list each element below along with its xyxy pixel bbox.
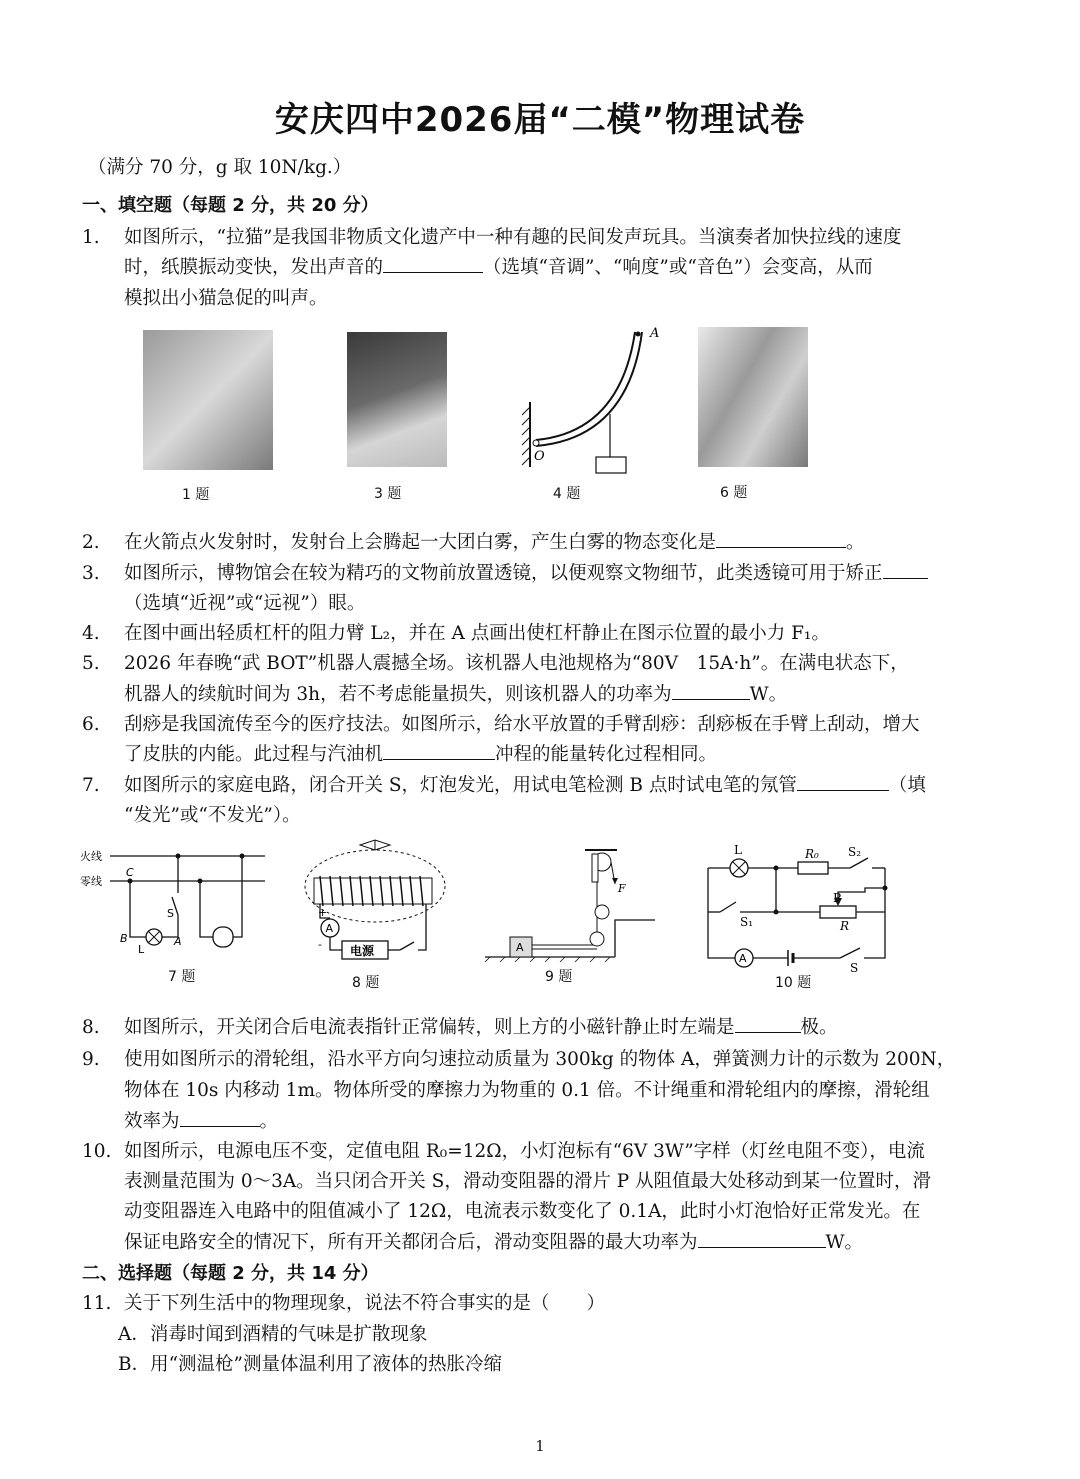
question-text: （填 — [888, 775, 926, 796]
question-text: 效率为 — [124, 1111, 180, 1132]
answer-blank[interactable] — [883, 560, 928, 579]
answer-blank[interactable] — [672, 681, 750, 700]
question-2 — [82, 529, 865, 557]
section-fill-blank-heading: 一、填空题（每题 2 分，共 20 分） — [82, 195, 379, 216]
question-6-line-1 — [82, 711, 920, 739]
question-text: 如图所示，“拉猫”是我国非物质文化遗产中一种有趣的民间发声玩具。当演奏者加快拉线的速度 — [124, 227, 902, 248]
live-wire-label: 火线 — [80, 850, 102, 863]
exam-title: 安庆四中2026届“二模”物理试卷 — [274, 100, 806, 140]
question-5-line-2 — [124, 681, 787, 709]
force-f-label: F — [618, 882, 626, 895]
question-number: 8. — [82, 1017, 100, 1038]
question-4 — [82, 620, 830, 648]
question-number: 2. — [82, 532, 100, 553]
question-text: 极。 — [800, 1017, 838, 1038]
answer-blank[interactable] — [383, 254, 483, 273]
question-text: 机器人的续航时间为 3h，若不考虑能量损失，则该机器人的功率为 — [124, 684, 672, 705]
answer-blank[interactable] — [383, 741, 495, 760]
question-number: 10. — [82, 1141, 112, 1162]
question-9-line-3 — [124, 1108, 278, 1136]
question-number: 3. — [82, 563, 100, 584]
question-text: 冲程的能量转化过程相同。 — [495, 744, 718, 765]
question-6-line-2 — [124, 741, 717, 769]
figure-4-lever-diagram — [510, 322, 660, 477]
question-3-line-2: （选填“近视”或“远视”）眼。 — [124, 593, 366, 614]
score-note: （满分 70 分，g 取 10N/kg.） — [88, 157, 352, 178]
option-a[interactable]: A．消毒时闻到酒精的气味是扩散现象 — [118, 1324, 428, 1345]
question-number: 9. — [82, 1049, 100, 1070]
switch-s1-label: S₁ — [740, 915, 754, 929]
question-text: 如图所示，博物馆会在较为精巧的文物前放置透镜，以便观察文物细节，此类透镜可用于矫正 — [124, 563, 883, 584]
neutral-wire-label: 零线 — [80, 875, 102, 888]
point-b-label: B — [120, 932, 128, 945]
question-text: 关于下列生活中的物理现象，说法不符合事实的是（ ） — [124, 1293, 606, 1314]
option-b[interactable]: B．用“测温枪”测量体温利用了液体的热胀冷缩 — [118, 1354, 503, 1375]
question-text: W。 — [825, 1232, 864, 1253]
answer-blank[interactable] — [716, 529, 846, 548]
question-text: 保证电路安全的情况下，所有开关都闭合后，滑动变阻器的最大功率为 — [124, 1232, 698, 1253]
switch-s2-label: S₂ — [848, 845, 862, 859]
point-o-label: O — [534, 449, 545, 464]
question-7-line-2: “发光”或“不发光”）。 — [124, 805, 301, 826]
question-text: 时，纸膜振动变快，发出声音的 — [124, 257, 384, 278]
question-9-line-1 — [82, 1046, 955, 1074]
lamp-l-label: L — [734, 843, 742, 857]
answer-blank[interactable] — [180, 1108, 260, 1127]
question-number: 4. — [82, 623, 100, 644]
ammeter-label: A — [739, 952, 747, 965]
answer-blank[interactable] — [797, 772, 889, 791]
minus-label: - — [318, 938, 322, 951]
question-text: 如图所示，开关闭合后电流表指针正常偏转，则上方的小磁针静止时左端是 — [124, 1017, 735, 1038]
point-a-label: A — [650, 326, 660, 341]
figure-3-photo — [347, 332, 447, 467]
question-text: 。 — [846, 532, 865, 553]
section-choice-heading: 二、选择题（每题 2 分，共 14 分） — [82, 1263, 379, 1284]
block-a-label: A — [516, 941, 524, 954]
question-text: 了皮肤的内能。此过程与汽油机 — [124, 744, 384, 765]
resistor-r0-label: R₀ — [805, 847, 819, 861]
figure-8-caption: 8 题 — [352, 975, 380, 991]
lamp-l-label: L — [138, 943, 145, 955]
question-9-line-2: 物体在 10s 内移动 1m。物体所受的摩擦力为物重的 0.1 倍。不计绳重和滑轮组内的摩擦，滑轮组 — [124, 1080, 930, 1101]
question-10-line-1 — [82, 1138, 925, 1166]
question-10-line-4 — [124, 1229, 863, 1257]
ammeter-label: A — [325, 922, 334, 935]
question-text: 刮痧是我国流传至今的医疗技法。如图所示，给水平放置的手臂刮痧：刮痧板在手臂上刮动，增大 — [124, 714, 920, 735]
question-text: 。 — [259, 1111, 279, 1132]
point-a-label: A — [174, 935, 182, 948]
question-text: 如图所示的家庭电路，闭合开关 S，灯泡发光，用试电笔检测 B 点时试电笔的氖管 — [124, 775, 797, 796]
page-number: 1 — [535, 1437, 545, 1455]
power-source-label: 电源 — [350, 944, 375, 958]
figure-9-pulley — [485, 842, 665, 967]
figure-1-caption: 1 题 — [182, 487, 210, 503]
switch-s-label: S — [850, 961, 859, 975]
question-number: 1. — [82, 227, 100, 248]
rheostat-r-label: R — [840, 919, 850, 933]
question-5-line-1 — [82, 650, 909, 678]
figure-7-caption: 7 题 — [168, 969, 196, 985]
question-8 — [82, 1014, 838, 1042]
figure-8-solenoid — [300, 838, 450, 968]
switch-s-label: S — [167, 907, 174, 920]
question-text: 在火箭点火发射时，发射台上会腾起一大团白雾，产生白雾的物态变化是 — [124, 532, 717, 553]
question-11 — [82, 1290, 605, 1318]
question-7-line-1 — [82, 772, 926, 800]
plus-label: + — [318, 906, 328, 919]
figure-3-caption: 3 题 — [374, 486, 402, 502]
question-text: 如图所示，电源电压不变，定值电阻 R₀=12Ω，小灯泡标有“6V 3W”字样（灯丝电阻不变），电流 — [124, 1141, 925, 1162]
answer-blank[interactable] — [735, 1014, 801, 1033]
question-number: 11. — [82, 1293, 112, 1314]
figure-7-circuit — [80, 845, 270, 955]
figure-6-photo — [698, 327, 808, 467]
question-text: 使用如图所示的滑轮组，沿水平方向匀速拉动质量为 300kg 的物体 A，弹簧测力计的示数为 200N， — [124, 1049, 956, 1070]
question-text: W。 — [749, 684, 788, 705]
question-1-line-3: 模拟出小猫急促的叫声。 — [124, 288, 328, 309]
question-10-line-2: 表测量范围为 0～3A。当只闭合开关 S，滑动变阻器的滑片 P 从阻值最大处移动到某一位置时，滑 — [124, 1171, 932, 1192]
answer-blank[interactable] — [698, 1229, 826, 1248]
question-1-line-1 — [82, 224, 901, 252]
figure-9-caption: 9 题 — [545, 969, 573, 985]
question-1-line-2 — [124, 254, 873, 282]
question-text: （选填“音调”、“响度”或“音色”）会变高，从而 — [483, 257, 873, 278]
figure-6-caption: 6 题 — [720, 485, 748, 501]
question-3-line-1 — [82, 560, 928, 588]
question-number: 6. — [82, 714, 100, 735]
figure-10-caption: 10 题 — [775, 975, 812, 991]
question-text: 2026 年春晚“武 BOT”机器人震撼全场。该机器人电池规格为“80V 15A·h”。在满电状态下， — [124, 653, 909, 674]
figure-4-caption: 4 题 — [553, 486, 581, 502]
figure-1-photo — [143, 330, 273, 470]
question-text: 在图中画出轻质杠杆的阻力臂 L₂，并在 A 点画出使杠杆静止在图示位置的最小力 F₁。 — [124, 623, 830, 644]
figure-10-circuit — [700, 840, 895, 975]
question-number: 7. — [82, 775, 100, 796]
question-10-line-3: 动变阻器连入电路中的阻值减小了 12Ω，电流表示数变化了 0.1A，此时小灯泡恰好正常发光。在 — [124, 1201, 921, 1222]
point-c-label: C — [126, 866, 134, 879]
question-number: 5. — [82, 653, 100, 674]
